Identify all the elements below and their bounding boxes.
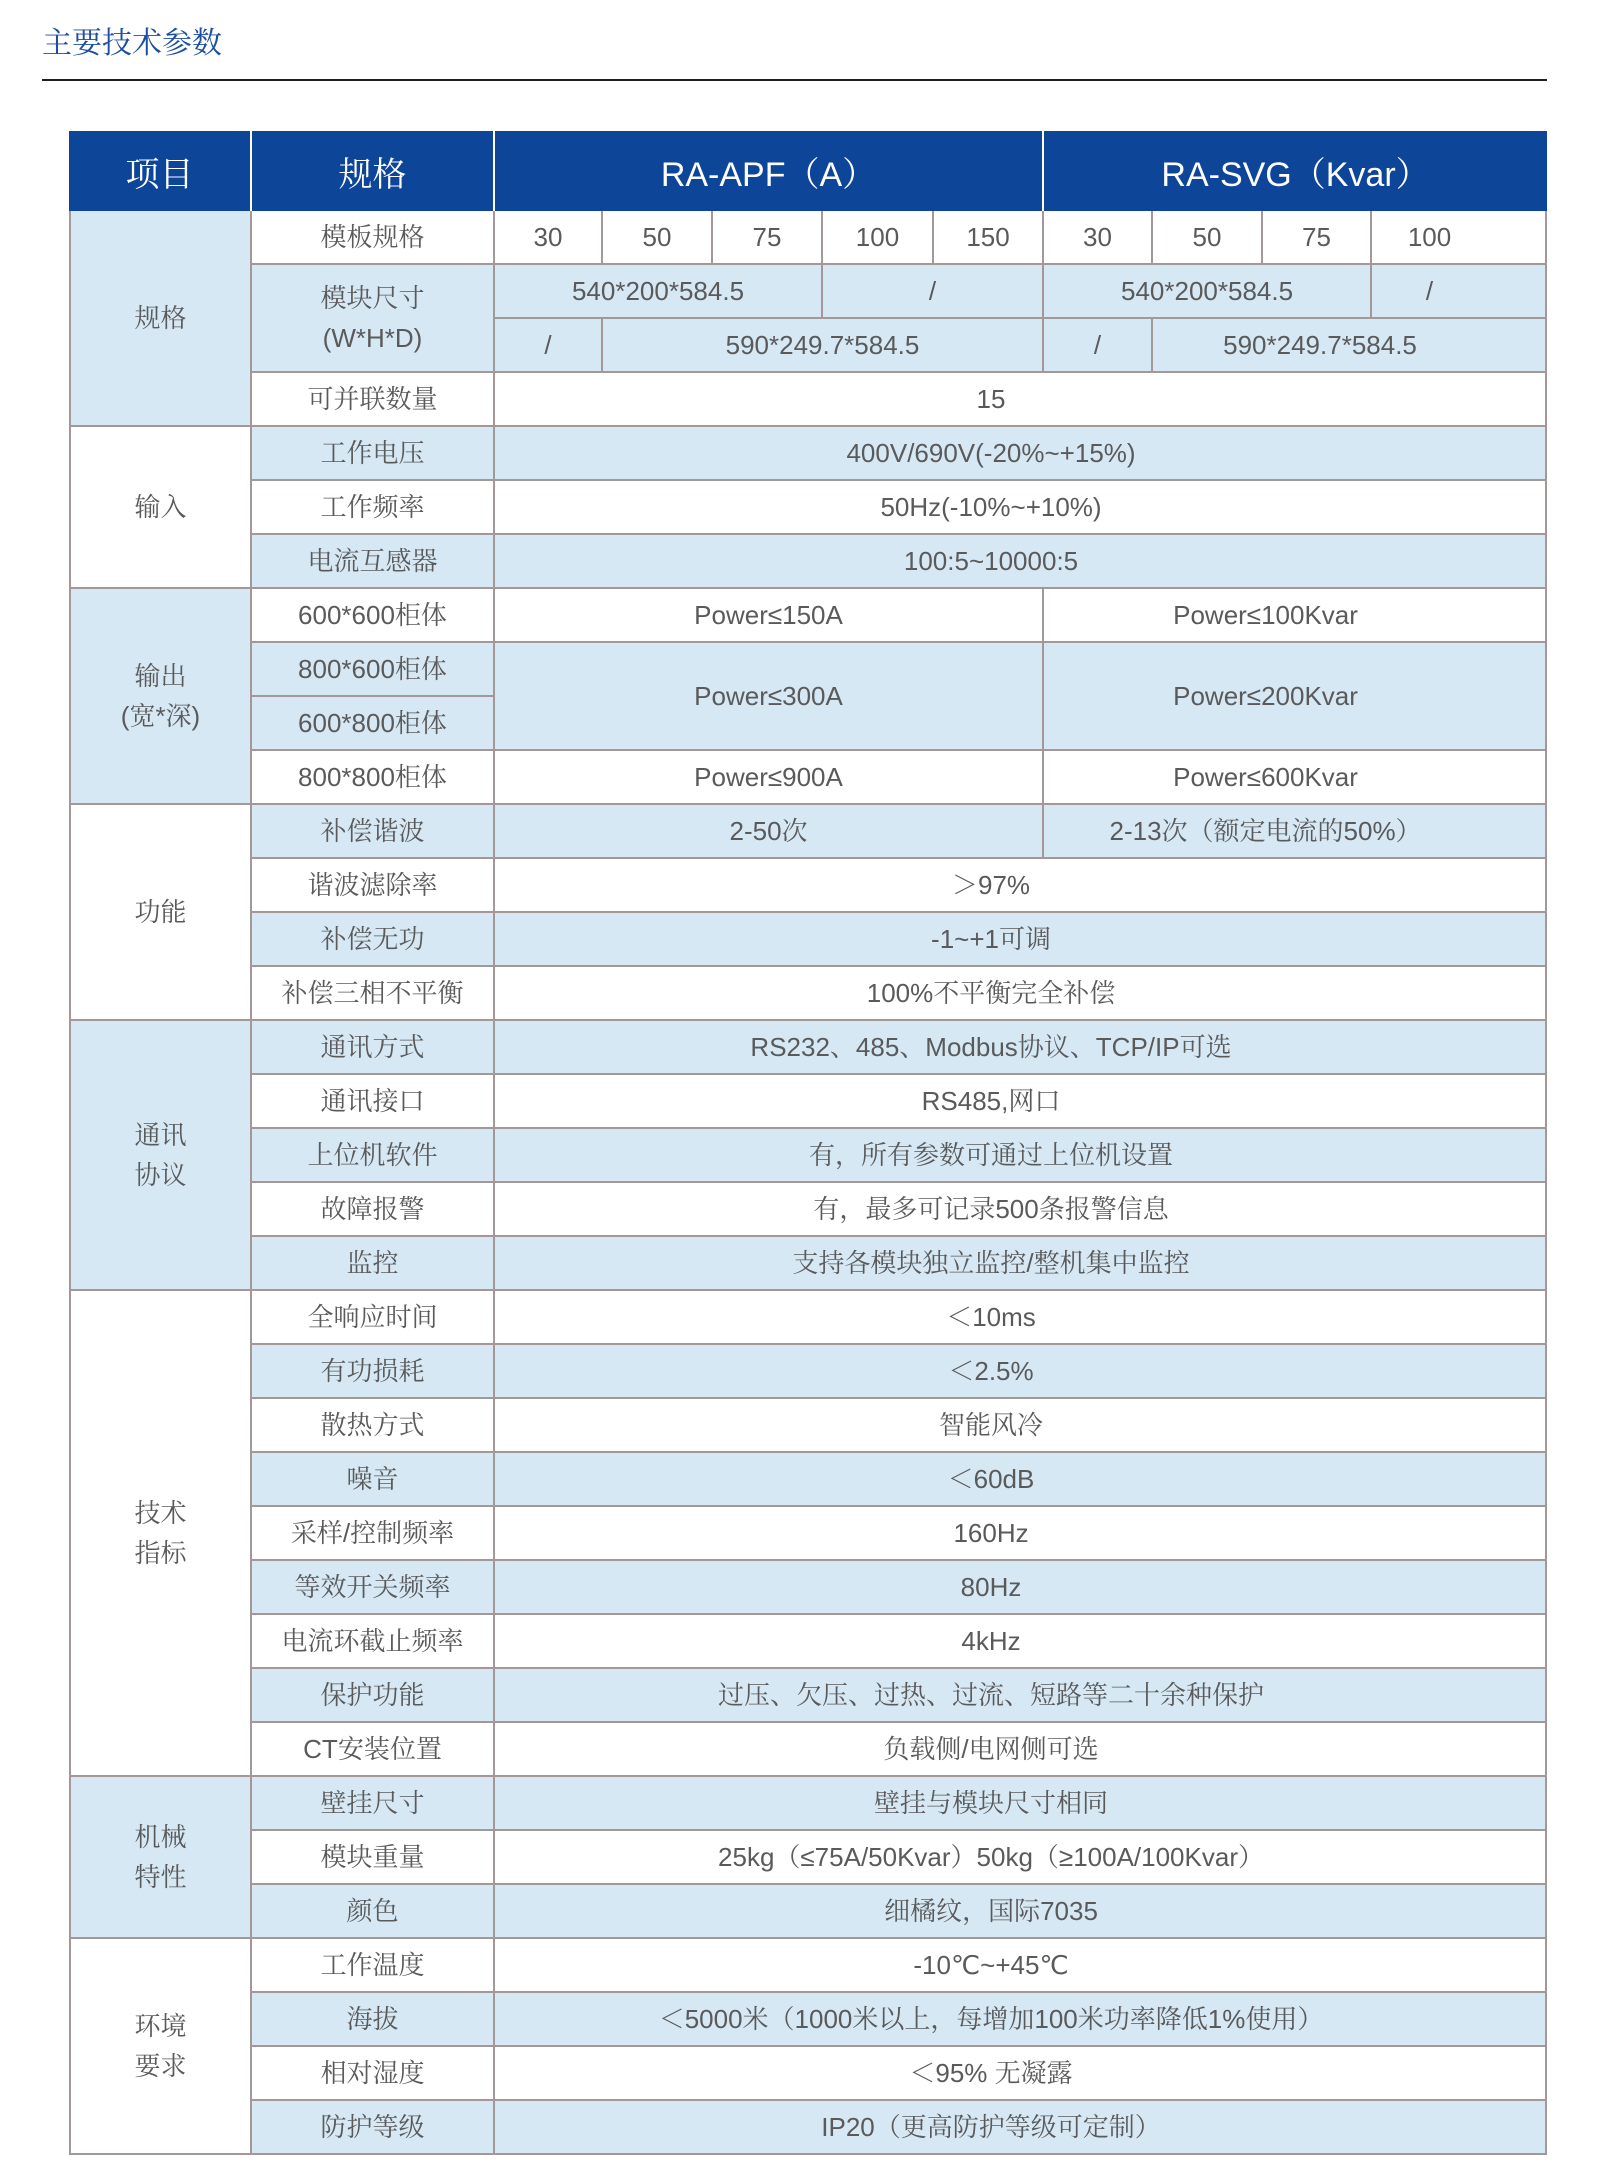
row-label: 电流环截止频率 bbox=[252, 1615, 495, 1669]
apf-rating-cell: 150 bbox=[934, 211, 1044, 265]
group-label-text: 通讯 bbox=[134, 1120, 187, 1150]
row-label-text: 模块尺寸 bbox=[320, 283, 425, 313]
table-row bbox=[69, 1345, 1547, 1399]
table-row bbox=[69, 1075, 1547, 1129]
row-value: 有，最多可记录500条报警信息 bbox=[495, 1183, 1547, 1237]
group-label-spec bbox=[69, 211, 252, 427]
row-label: 模块重量 bbox=[252, 1831, 495, 1885]
row-value: 400V/690V(-20%~+15%) bbox=[495, 427, 1547, 481]
svg-rating-cell: 75 bbox=[1263, 211, 1372, 265]
group-label-text: 输出 bbox=[134, 661, 187, 691]
table-row bbox=[69, 211, 1547, 265]
svg-rating-cell: 30 bbox=[1044, 211, 1153, 265]
group-label-text: 机械 bbox=[134, 1822, 187, 1852]
row-value: 支持各模块独立监控/整机集中监控 bbox=[495, 1237, 1547, 1291]
table-row bbox=[69, 2101, 1547, 2155]
header-spec: 规格 bbox=[252, 131, 495, 211]
table-row bbox=[69, 1669, 1547, 1723]
table-row bbox=[69, 1129, 1547, 1183]
table-row bbox=[69, 967, 1547, 1021]
row-label: 通讯接口 bbox=[252, 1075, 495, 1129]
table-row bbox=[69, 859, 1547, 913]
row-value: -1~+1可调 bbox=[495, 913, 1547, 967]
row-label: 颜色 bbox=[252, 1885, 495, 1939]
header-svg: RA-SVG（Kvar） bbox=[1044, 131, 1547, 211]
row-label: 全响应时间 bbox=[252, 1291, 495, 1345]
row-label: 散热方式 bbox=[252, 1399, 495, 1453]
group-label-text: 指标 bbox=[134, 1538, 187, 1568]
row-label: 采样/控制频率 bbox=[252, 1507, 495, 1561]
table-row bbox=[69, 1507, 1547, 1561]
spec-table bbox=[69, 131, 1547, 2155]
row-label: 600*800柜体 bbox=[252, 697, 495, 751]
row-label: 模板规格 bbox=[252, 211, 495, 265]
row-value: 细橘纹，国际7035 bbox=[495, 1885, 1547, 1939]
row-label: 800*600柜体 bbox=[252, 643, 495, 697]
table-row bbox=[69, 913, 1547, 967]
row-label: 工作电压 bbox=[252, 427, 495, 481]
row-value: 25kg（≤75A/50Kvar）50kg（≥100A/100Kvar） bbox=[495, 1831, 1547, 1885]
apf-size-cell: / bbox=[495, 319, 603, 373]
row-label: 补偿三相不平衡 bbox=[252, 967, 495, 1021]
row-value: RS232、485、Modbus协议、TCP/IP可选 bbox=[495, 1021, 1547, 1075]
row-label: 上位机软件 bbox=[252, 1129, 495, 1183]
row-label: 补偿谐波 bbox=[252, 805, 495, 859]
group-label-text: 环境 bbox=[134, 2011, 187, 2041]
row-value: RS485,网口 bbox=[495, 1075, 1547, 1129]
svg-size-cell: / bbox=[1044, 319, 1153, 373]
table-row bbox=[69, 1993, 1547, 2047]
table-row bbox=[69, 2047, 1547, 2101]
table-row bbox=[69, 265, 1547, 319]
apf-rating-cell: 50 bbox=[603, 211, 713, 265]
row-value: 壁挂与模块尺寸相同 bbox=[495, 1777, 1547, 1831]
apf-size-cell: / bbox=[823, 265, 1044, 319]
svg-size-cell: / bbox=[1372, 265, 1547, 319]
table-row bbox=[69, 1561, 1547, 1615]
row-label: 谐波滤除率 bbox=[252, 859, 495, 913]
row-value: 4kHz bbox=[495, 1615, 1547, 1669]
table-row bbox=[69, 751, 1547, 805]
group-label-text: 特性 bbox=[134, 1862, 187, 1892]
svg-value: Power≤600Kvar bbox=[1044, 751, 1547, 805]
row-label: 可并联数量 bbox=[252, 373, 495, 427]
row-label: 海拔 bbox=[252, 1993, 495, 2047]
header-apf: RA-APF（A） bbox=[495, 131, 1044, 211]
apf-size-cell: 590*249.7*584.5 bbox=[603, 319, 1044, 373]
group-label-output bbox=[69, 589, 252, 805]
table-row bbox=[69, 1237, 1547, 1291]
row-value: 有，所有参数可通过上位机设置 bbox=[495, 1129, 1547, 1183]
group-label-mechanical bbox=[69, 1777, 252, 1939]
table-row bbox=[69, 481, 1547, 535]
row-label: 故障报警 bbox=[252, 1183, 495, 1237]
table-row bbox=[69, 1291, 1547, 1345]
svg-size-cell: 590*249.7*584.5 bbox=[1153, 319, 1547, 373]
row-label: 补偿无功 bbox=[252, 913, 495, 967]
row-label: 壁挂尺寸 bbox=[252, 1777, 495, 1831]
table-row bbox=[69, 373, 1547, 427]
table-row bbox=[69, 643, 1547, 697]
row-value: 智能风冷 bbox=[495, 1399, 1547, 1453]
group-label-input bbox=[69, 427, 252, 589]
row-value: ＜10ms bbox=[495, 1291, 1547, 1345]
row-value: -10℃~+45℃ bbox=[495, 1939, 1547, 1993]
row-label: 有功损耗 bbox=[252, 1345, 495, 1399]
group-label-subtext: (宽*深) bbox=[120, 701, 201, 731]
table-row bbox=[69, 1831, 1547, 1885]
group-label-text: 技术 bbox=[134, 1498, 187, 1528]
table-row bbox=[69, 1399, 1547, 1453]
row-label: CT安装位置 bbox=[252, 1723, 495, 1777]
row-value: ＜2.5% bbox=[495, 1345, 1547, 1399]
row-label: 通讯方式 bbox=[252, 1021, 495, 1075]
apf-value: 2-50次 bbox=[495, 805, 1044, 859]
table-row bbox=[69, 1885, 1547, 1939]
row-label: 相对湿度 bbox=[252, 2047, 495, 2101]
row-label: 电流互感器 bbox=[252, 535, 495, 589]
page-title: 主要技术参数 bbox=[42, 27, 222, 60]
table-row bbox=[69, 535, 1547, 589]
table-row bbox=[69, 1723, 1547, 1777]
row-value: 100%不平衡完全补偿 bbox=[495, 967, 1547, 1021]
group-label-text: 协议 bbox=[134, 1160, 187, 1190]
row-label-subtext: (W*H*D) bbox=[322, 323, 423, 353]
svg-rating-cell: 100 bbox=[1372, 211, 1547, 265]
row-value: ＜5000米（1000米以上，每增加100米功率降低1%使用） bbox=[495, 1993, 1547, 2047]
row-value: ＜60dB bbox=[495, 1453, 1547, 1507]
apf-value: Power≤900A bbox=[495, 751, 1044, 805]
table-row bbox=[69, 1183, 1547, 1237]
apf-value: Power≤150A bbox=[495, 589, 1044, 643]
group-label-environment bbox=[69, 1939, 252, 2155]
row-value: ＞97% bbox=[495, 859, 1547, 913]
row-value: 160Hz bbox=[495, 1507, 1547, 1561]
row-value: 50Hz(-10%~+10%) bbox=[495, 481, 1547, 535]
table-row bbox=[69, 1939, 1547, 1993]
apf-value: Power≤300A bbox=[495, 643, 1044, 751]
group-label-function bbox=[69, 805, 252, 1021]
row-value: 100:5~10000:5 bbox=[495, 535, 1547, 589]
row-value: 80Hz bbox=[495, 1561, 1547, 1615]
row-label: 防护等级 bbox=[252, 2101, 495, 2155]
row-label: 等效开关频率 bbox=[252, 1561, 495, 1615]
apf-rating-cell: 100 bbox=[823, 211, 934, 265]
svg-size-cell: 540*200*584.5 bbox=[1044, 265, 1372, 319]
table-row bbox=[69, 589, 1547, 643]
row-value: 15 bbox=[495, 373, 1547, 427]
table-header-row bbox=[69, 131, 1547, 211]
group-label-text: 输入 bbox=[134, 492, 187, 522]
group-label-text: 规格 bbox=[134, 303, 187, 333]
table-row bbox=[69, 1453, 1547, 1507]
svg-rating-cell: 50 bbox=[1153, 211, 1263, 265]
title-divider bbox=[42, 79, 1547, 81]
svg-value: Power≤100Kvar bbox=[1044, 589, 1547, 643]
table-row bbox=[69, 1021, 1547, 1075]
group-label-communication bbox=[69, 1021, 252, 1291]
table-row bbox=[69, 1777, 1547, 1831]
svg-value: 2-13次（额定电流的50%） bbox=[1044, 805, 1547, 859]
apf-rating-cell: 75 bbox=[713, 211, 823, 265]
header-item: 项目 bbox=[69, 131, 252, 211]
group-label-text: 要求 bbox=[134, 2051, 187, 2081]
table-row bbox=[69, 427, 1547, 481]
row-value: ＜95% 无凝露 bbox=[495, 2047, 1547, 2101]
row-label: 800*800柜体 bbox=[252, 751, 495, 805]
row-label: 保护功能 bbox=[252, 1669, 495, 1723]
group-label-text: 功能 bbox=[134, 897, 187, 927]
row-label: 噪音 bbox=[252, 1453, 495, 1507]
row-value: IP20（更高防护等级可定制） bbox=[495, 2101, 1547, 2155]
group-label-technical bbox=[69, 1291, 252, 1777]
table-row bbox=[69, 805, 1547, 859]
row-value: 过压、欠压、过热、过流、短路等二十余种保护 bbox=[495, 1669, 1547, 1723]
table-row bbox=[69, 1615, 1547, 1669]
apf-size-cell: 540*200*584.5 bbox=[495, 265, 823, 319]
apf-rating-cell: 30 bbox=[495, 211, 603, 265]
row-label: 监控 bbox=[252, 1237, 495, 1291]
svg-value: Power≤200Kvar bbox=[1044, 643, 1547, 751]
row-label: 工作温度 bbox=[252, 1939, 495, 1993]
row-value: 负载侧/电网侧可选 bbox=[495, 1723, 1547, 1777]
row-label-module-size bbox=[252, 265, 495, 373]
row-label: 600*600柜体 bbox=[252, 589, 495, 643]
row-label: 工作频率 bbox=[252, 481, 495, 535]
